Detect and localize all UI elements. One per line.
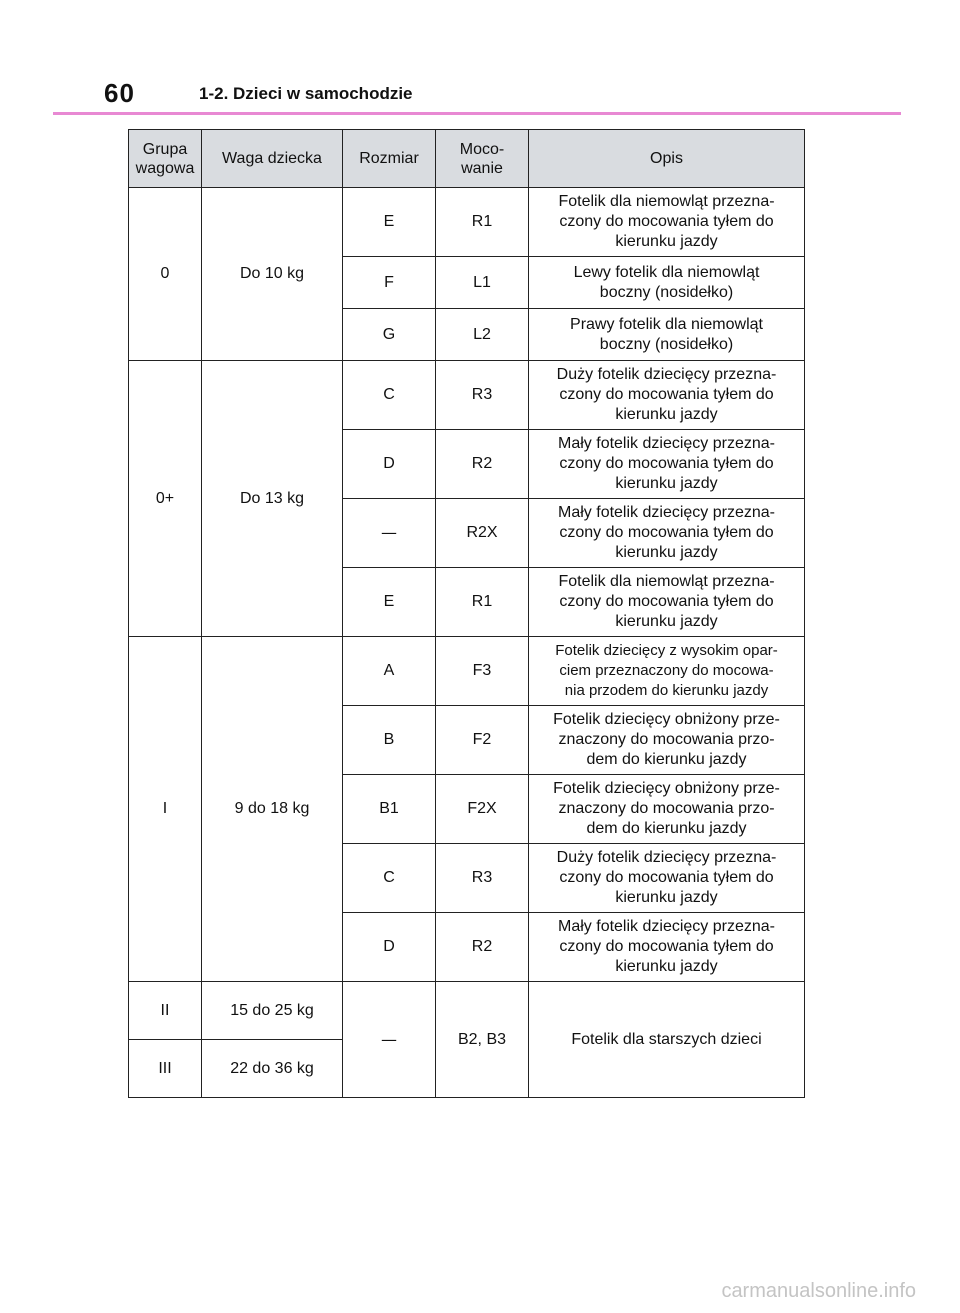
cell-mocowanie: R2 bbox=[436, 913, 529, 982]
cell-opis: Mały fotelik dziecięcy przezna- czony do mocowania tyłem do kierunku jazdy bbox=[529, 499, 805, 568]
cell-opis: Duży fotelik dziecięcy przezna- czony do mocowania tyłem do kierunku jazdy bbox=[529, 844, 805, 913]
cell-rozmiar: C bbox=[343, 844, 436, 913]
column-header-grupa: Grupa wagowa bbox=[129, 130, 202, 188]
cell-opis: Mały fotelik dziecięcy przezna- czony do mocowania tyłem do kierunku jazdy bbox=[529, 430, 805, 499]
column-header-rozmiar: Rozmiar bbox=[343, 130, 436, 188]
table-row bbox=[129, 637, 805, 706]
cell-mocowanie: F2 bbox=[436, 706, 529, 775]
cell-waga: Do 10 kg bbox=[202, 188, 343, 361]
table-row bbox=[129, 188, 805, 257]
cell-mocowanie: L2 bbox=[436, 309, 529, 361]
cell-mocowanie: R1 bbox=[436, 568, 529, 637]
cell-mocowanie: B2, B3 bbox=[436, 982, 529, 1098]
cell-opis: Fotelik dla niemowląt przezna- czony do mocowania tyłem do kierunku jazdy bbox=[529, 188, 805, 257]
cell-mocowanie: R3 bbox=[436, 361, 529, 430]
cell-waga: 15 do 25 kg bbox=[202, 982, 343, 1040]
cell-waga: 9 do 18 kg bbox=[202, 637, 343, 982]
cell-rozmiar: — bbox=[343, 499, 436, 568]
cell-rozmiar: E bbox=[343, 188, 436, 257]
watermark: carmanualsonline.info bbox=[721, 1280, 916, 1302]
cell-opis: Mały fotelik dziecięcy przezna- czony do mocowania tyłem do kierunku jazdy bbox=[529, 913, 805, 982]
cell-opis: Lewy fotelik dla niemowląt boczny (nosidełko) bbox=[529, 257, 805, 309]
cell-rozmiar: A bbox=[343, 637, 436, 706]
cell-rozmiar: F bbox=[343, 257, 436, 309]
cell-grupa: 0 bbox=[129, 188, 202, 361]
table-row bbox=[129, 361, 805, 430]
table-header-row bbox=[129, 130, 805, 188]
cell-opis: Fotelik dziecięcy obniżony prze- znaczony do mocowania przo- dem do kierunku jazdy bbox=[529, 706, 805, 775]
cell-rozmiar: D bbox=[343, 430, 436, 499]
cell-grupa: I bbox=[129, 637, 202, 982]
cell-mocowanie: F2X bbox=[436, 775, 529, 844]
cell-mocowanie: F3 bbox=[436, 637, 529, 706]
cell-grupa: 0+ bbox=[129, 361, 202, 637]
cell-waga: 22 do 36 kg bbox=[202, 1040, 343, 1098]
cell-opis: Fotelik dla niemowląt przezna- czony do mocowania tyłem do kierunku jazdy bbox=[529, 568, 805, 637]
cell-waga: Do 13 kg bbox=[202, 361, 343, 637]
table-row bbox=[129, 982, 805, 1040]
header-divider bbox=[53, 112, 901, 115]
cell-rozmiar: E bbox=[343, 568, 436, 637]
cell-rozmiar: — bbox=[343, 982, 436, 1098]
column-header-opis: Opis bbox=[529, 130, 805, 188]
cell-opis: Duży fotelik dziecięcy przezna- czony do mocowania tyłem do kierunku jazdy bbox=[529, 361, 805, 430]
cell-rozmiar: G bbox=[343, 309, 436, 361]
cell-opis: Fotelik dla starszych dzieci bbox=[529, 982, 805, 1098]
cell-mocowanie: R2 bbox=[436, 430, 529, 499]
cell-grupa: II bbox=[129, 982, 202, 1040]
cell-mocowanie: L1 bbox=[436, 257, 529, 309]
cell-rozmiar: B bbox=[343, 706, 436, 775]
page-number: 60 bbox=[104, 78, 135, 108]
cell-mocowanie: R2X bbox=[436, 499, 529, 568]
section-title: 1-2. Dzieci w samochodzie bbox=[199, 84, 413, 103]
cell-opis: Fotelik dziecięcy obniżony prze- znaczony do mocowania przo- dem do kierunku jazdy bbox=[529, 775, 805, 844]
cell-mocowanie: R1 bbox=[436, 188, 529, 257]
cell-rozmiar: C bbox=[343, 361, 436, 430]
column-header-mocowanie: Moco- wanie bbox=[436, 130, 529, 188]
cell-opis: Prawy fotelik dla niemowląt boczny (nosidełko) bbox=[529, 309, 805, 361]
cell-mocowanie: R3 bbox=[436, 844, 529, 913]
cell-rozmiar: B1 bbox=[343, 775, 436, 844]
cell-grupa: III bbox=[129, 1040, 202, 1098]
cell-rozmiar: D bbox=[343, 913, 436, 982]
cell-opis: Fotelik dziecięcy z wysokim opar- ciem przeznaczony do mocowa- nia przodem do kierunku jazdy bbox=[529, 637, 805, 706]
column-header-waga: Waga dziecka bbox=[202, 130, 343, 188]
child-seat-table bbox=[128, 129, 805, 1098]
